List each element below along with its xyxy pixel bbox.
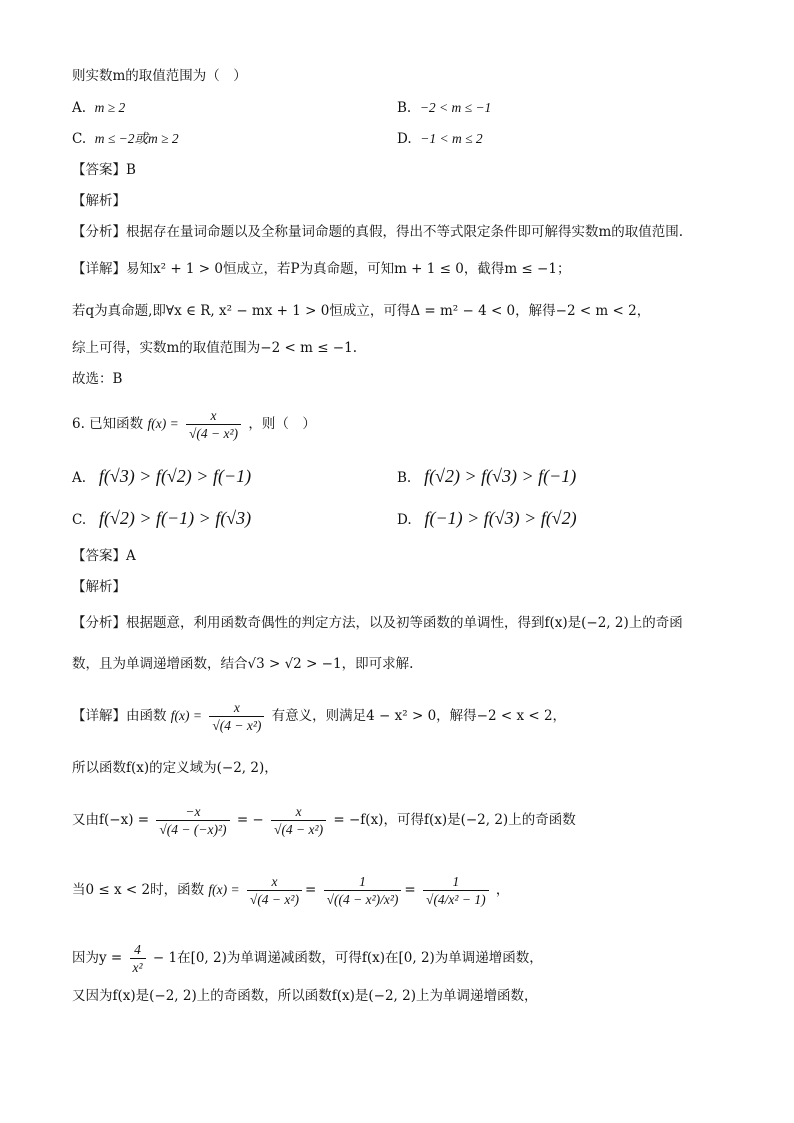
xj5-text-a: 因为y = — [72, 950, 123, 966]
fenxi-tag: 【分析】 — [72, 224, 126, 240]
xj4-fraction-1 — [247, 874, 302, 908]
fraction-numerator: −x — [156, 804, 229, 821]
q5-answer — [72, 160, 136, 180]
q6-stem-suffix: ，则（ ） — [248, 416, 316, 432]
fenxi-tag: 【分析】 — [72, 615, 126, 631]
q5-guxuan: 故选：B — [72, 371, 123, 387]
option-text: f(−1) > f(√3) > f(√2) — [424, 508, 577, 528]
q6-stem-fraction — [186, 408, 241, 442]
q5-xiangjie-2: 若q为真命题,即∀x ∈ R, x² − mx + 1 > 0恒成立，可得Δ = m² − 4 < 0，解得−2 < m < 2， — [72, 303, 651, 319]
xj4-fraction-3 — [423, 874, 489, 908]
q5-xiangjie-3: 综上可得，实数m的取值范围为−2 < m ≤ −1. — [72, 340, 357, 356]
fraction-denominator: √(4 − x²) — [249, 891, 299, 907]
xj3-eq: = − — [236, 812, 264, 828]
xiangjie-tag: 【详解】 — [72, 708, 126, 724]
q6-fenxi-1 — [72, 613, 683, 633]
fenxi-text: 根据存在量词命题以及全称量词命题的真假，得出不等式限定条件即可解得实数m的取值范围. — [126, 224, 684, 240]
xj3-text-a: 又由f(−x) = — [72, 812, 150, 828]
option-letter: C. — [72, 512, 87, 528]
fraction-numerator: x — [186, 408, 241, 425]
option-text: f(√2) > f(−1) > f(√3) — [99, 508, 252, 528]
option-text: −2 < m ≤ −1 — [419, 100, 492, 115]
xj3-text-b: = −f(x)，可得f(x)是(−2, 2)上的奇函数 — [333, 812, 576, 828]
option-letter: D. — [397, 512, 412, 528]
q5-xiangjie-1 — [72, 259, 570, 279]
fraction-numerator: 4 — [130, 942, 146, 959]
fraction-numerator: x — [209, 700, 264, 717]
xj4-end: ， — [495, 882, 510, 898]
option-text: m ≤ −2或m ≥ 2 — [94, 131, 179, 146]
option-text: f(√3) > f(√2) > f(−1) — [98, 466, 252, 486]
fraction-denominator: √((4 − x²)/x²) — [326, 891, 399, 907]
answer-value: B — [126, 162, 136, 178]
xj1-fx: f(x) = — [170, 708, 203, 723]
xj4-fraction-2 — [324, 874, 402, 908]
fraction-denominator: √(4 − x²) — [188, 425, 239, 441]
xj4-fx: f(x) = — [208, 882, 240, 897]
q6-stem-prefix: 6. 已知函数 — [72, 416, 144, 432]
q6-xiangjie-1 — [72, 696, 566, 736]
q6-xiangjie-4: 当0 ≤ x < 2时，函数 f(x) = $\frac{x}{\text{√(4 − x²)}}$ = $\frac{1}{\text{√((4 − x²)/x²)}}$ = $\frac{1}{\text{√(4/x² − 1)}}$ ， — [72, 873, 510, 907]
answer-value: A — [126, 548, 136, 564]
xiangjie-text: 易知x² + 1 > 0恒成立，若P为真命题，可知m + 1 ≤ 0，截得m ≤ −1； — [126, 261, 571, 277]
fraction-denominator: x² — [132, 959, 143, 975]
q6-answer — [72, 546, 136, 566]
option-text: m ≥ 2 — [94, 100, 126, 115]
option-letter: D. — [397, 131, 412, 147]
option-letter: C. — [72, 131, 87, 147]
answer-tag: 【答案】 — [72, 548, 126, 564]
fraction-denominator: √(4 − x²) — [274, 821, 324, 837]
q6-option-b — [397, 466, 576, 488]
fraction-numerator: x — [271, 804, 326, 821]
q5-option-d — [397, 129, 483, 149]
xj1-fraction — [209, 700, 264, 734]
xj3-fraction-2 — [271, 804, 326, 838]
q5-analysis-tag: 【解析】 — [72, 193, 126, 209]
xj5-text-b: − 1在[0, 2)为单调递减函数，可得f(x)在[0, 2)为单调递增函数， — [152, 950, 543, 966]
q6-stem — [72, 404, 316, 444]
fraction-denominator: √(4/x² − 1) — [426, 891, 486, 907]
fraction-denominator: √(4 − (−x)²) — [159, 821, 227, 837]
q5-fenxi — [72, 222, 683, 242]
q5-option-a — [72, 98, 125, 118]
option-letter: B. — [397, 470, 412, 486]
option-letter: A. — [72, 100, 87, 116]
fraction-numerator: x — [247, 874, 302, 891]
q5-stem-tail: 则实数m的取值范围为（ ） — [72, 68, 247, 84]
xj4-text-a: 当0 ≤ x < 2时，函数 — [72, 882, 205, 898]
q6-option-c — [72, 508, 251, 530]
q6-xiangjie-5 — [72, 938, 543, 978]
xiangjie-tag: 【详解】 — [72, 261, 126, 277]
q6-analysis-tag: 【解析】 — [72, 579, 126, 595]
answer-tag: 【答案】 — [72, 162, 126, 178]
q6-fenxi-2: 数，且为单调递增函数，结合√3 > √2 > −1，即可求解. — [72, 656, 414, 672]
option-letter: B. — [397, 100, 412, 116]
q6-stem-fx: f(x) = — [147, 416, 179, 431]
q6-option-a — [72, 466, 251, 488]
fraction-numerator: 1 — [324, 874, 402, 891]
q6-xiangjie-6: 又因为f(x)是(−2, 2)上的奇函数，所以函数f(x)是(−2, 2)上为单调递增函数， — [72, 988, 538, 1004]
xj5-fraction — [130, 942, 146, 976]
fenxi-text: 根据题意，利用函数奇偶性的判定方法，以及初等函数的单调性，得到f(x)是(−2, 2)上的奇函 — [126, 615, 683, 631]
xj1-text-b: 有意义，则满足4 − x² > 0，解得−2 < x < 2， — [271, 708, 567, 724]
xj1-text-a: 由函数 — [126, 708, 167, 724]
q6-option-d — [397, 508, 577, 530]
q6-xiangjie-3 — [72, 798, 576, 842]
q5-option-b — [397, 98, 491, 118]
q5-option-c — [72, 129, 179, 149]
q6-xiangjie-2: 所以函数f(x)的定义域为(−2, 2)， — [72, 760, 278, 776]
option-text: −1 < m ≤ 2 — [420, 131, 483, 146]
xj3-fraction-1 — [156, 804, 229, 838]
option-text: f(√2) > f(√3) > f(−1) — [424, 466, 577, 486]
fraction-denominator: √(4 − x²) — [212, 717, 262, 733]
fraction-numerator: 1 — [423, 874, 489, 891]
option-letter: A. — [72, 470, 87, 486]
